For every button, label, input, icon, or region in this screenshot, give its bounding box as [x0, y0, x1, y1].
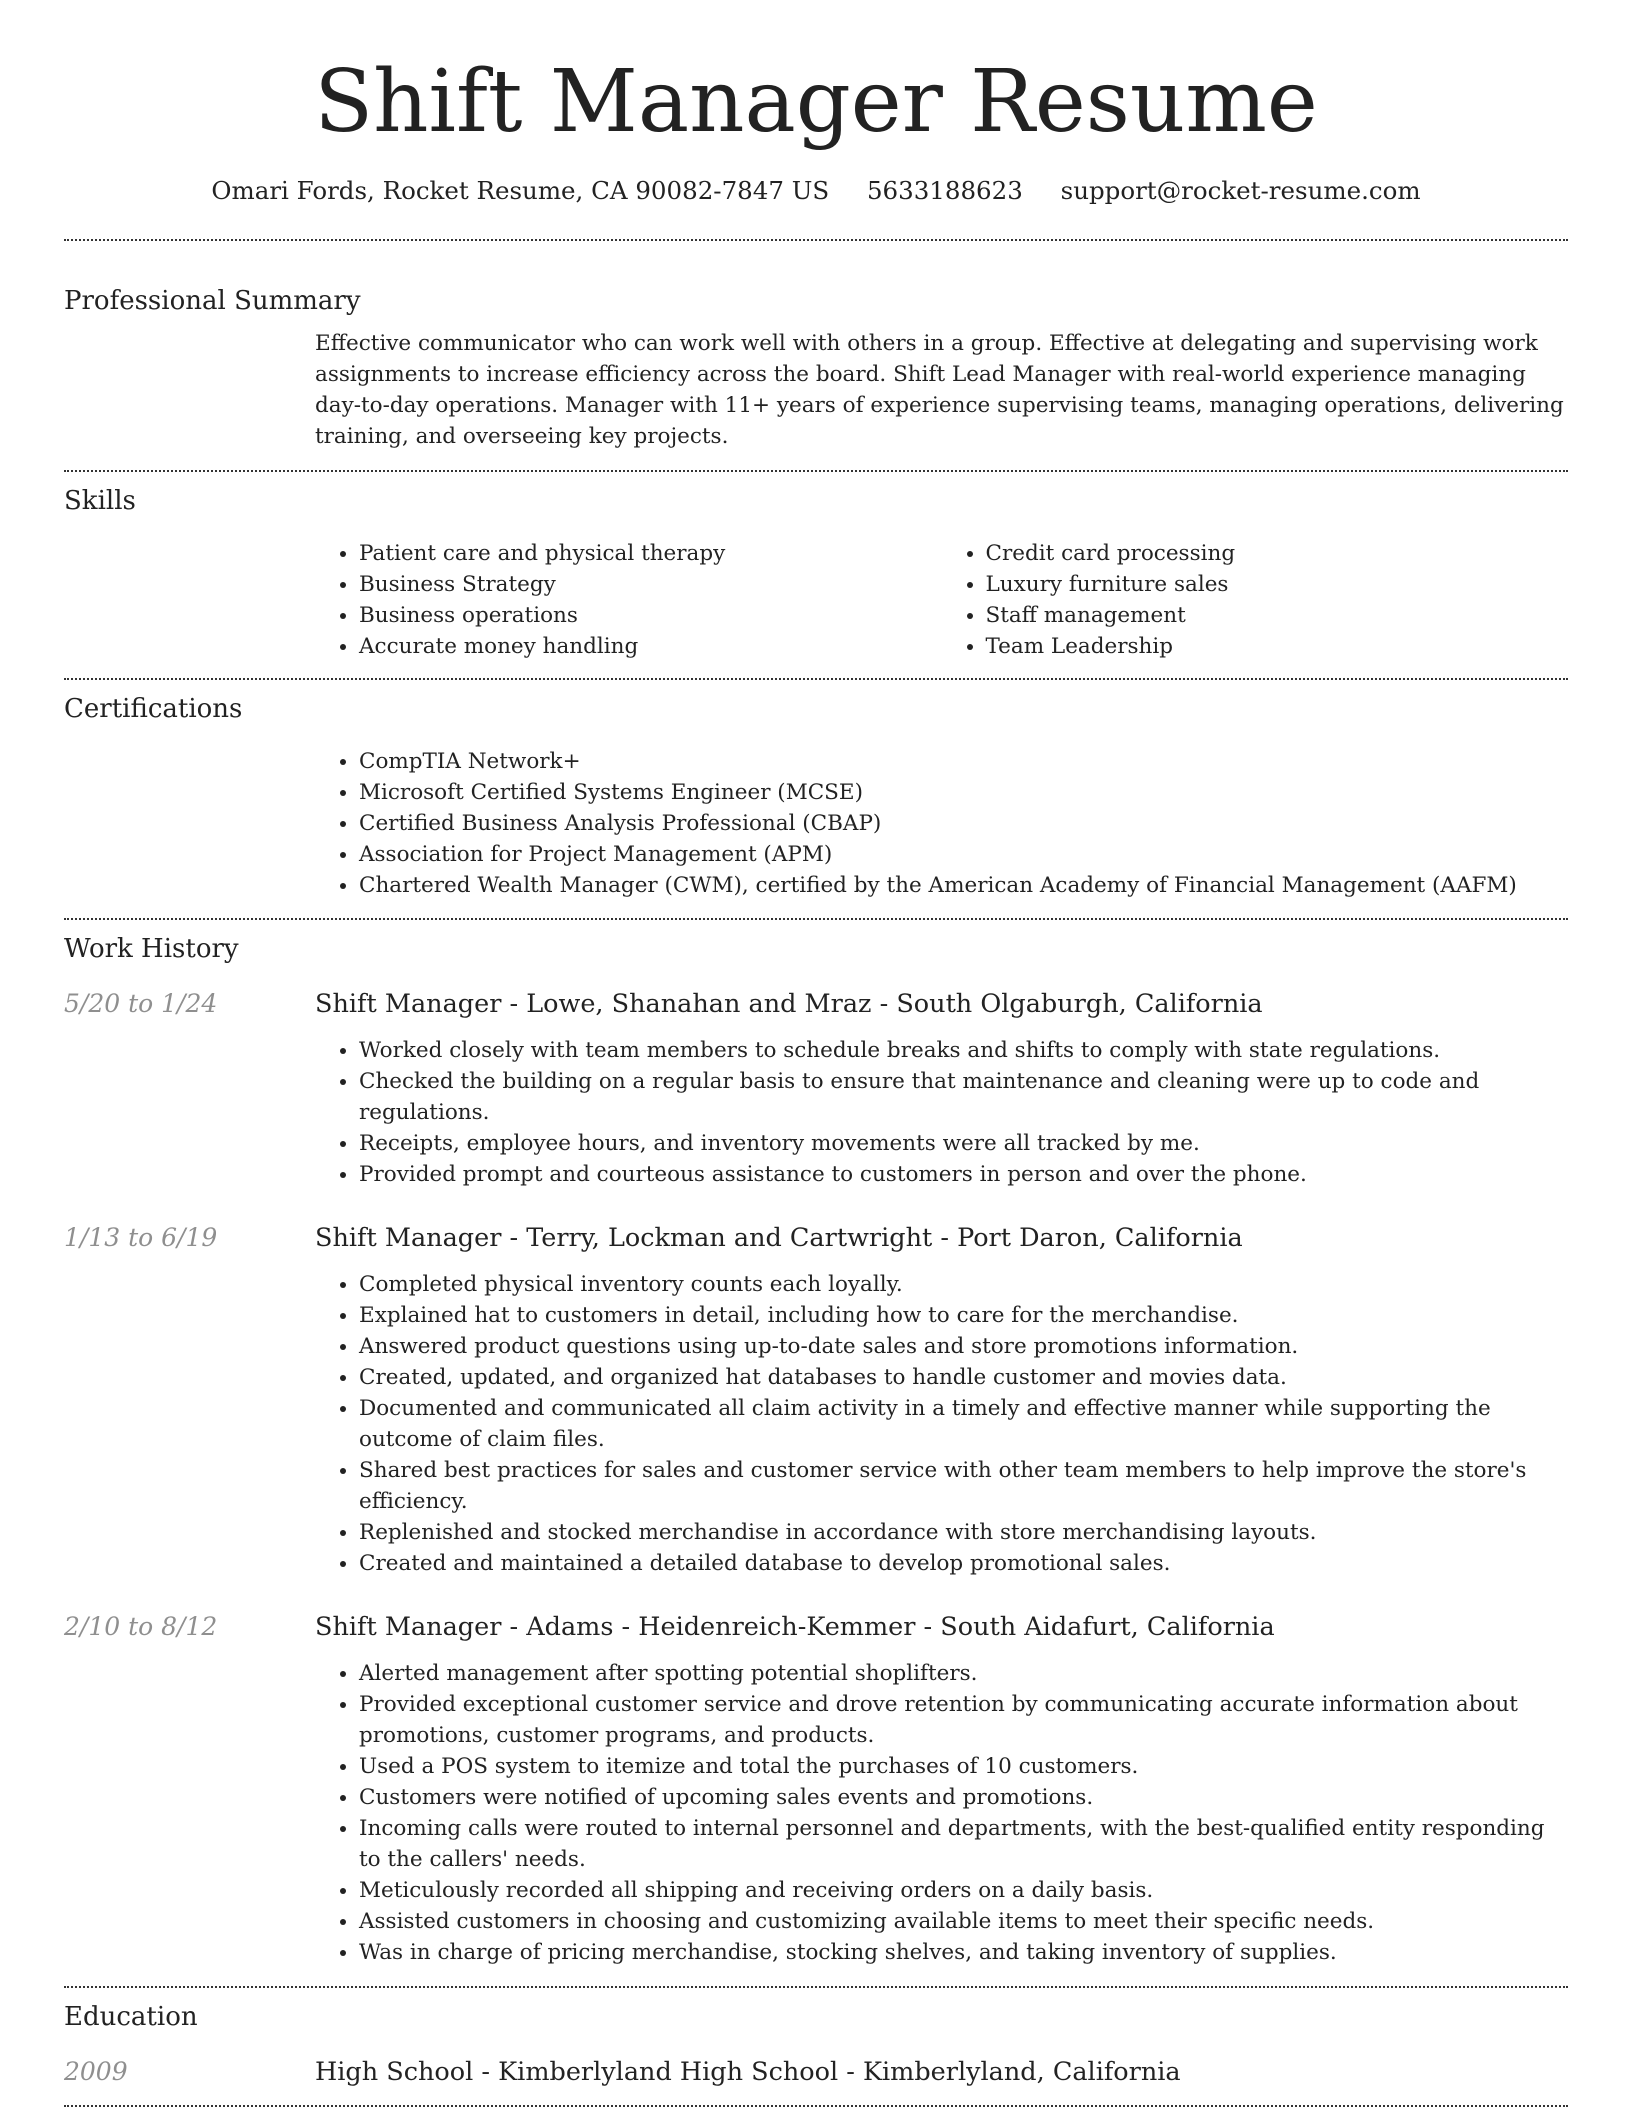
- job-title: Shift Manager - Adams - Heidenreich-Kemmer - South Aidafurt, California: [315, 1612, 1275, 1642]
- skills-list-right: [942, 538, 1569, 662]
- section-skills: [0, 472, 1632, 662]
- skill-item: • Accurate money handling: [359, 631, 942, 662]
- section-heading: Professional Summary: [64, 286, 361, 316]
- certification-item: • CompTIA Network+: [359, 746, 1568, 777]
- job-bullet: • Receipts, employee hours, and inventory movements were all tracked by me.: [359, 1128, 1568, 1159]
- page-title: Shift Manager Resume: [314, 52, 1318, 152]
- section-heading: Certifications: [64, 694, 243, 724]
- summary-text: Effective communicator who can work well with others in a group. Effective at delegating and supervising work assignments to increase efficiency across the board. Shift Lead Manager with real-world experience managing day-to-day operations. Manager with 11+ years of experience supervising teams, managing operations, delivering training, and overseeing key projects.: [315, 331, 1564, 449]
- job-bullet: • Checked the building on a regular basis to ensure that maintenance and cleaning were up to code and regulations.: [359, 1066, 1568, 1128]
- job-bullet: • Was in charge of pricing merchandise, stocking shelves, and taking inventory of supplies.: [359, 1937, 1568, 1968]
- contact-phone: 5633188623: [866, 176, 1023, 205]
- job-date: 1/13 to 6/19: [64, 1223, 218, 1252]
- job-bullet: • Created and maintained a detailed database to develop promotional sales.: [359, 1548, 1568, 1579]
- skill-item: • Credit card processing: [986, 538, 1569, 569]
- skills-columns: [315, 538, 1568, 662]
- skill-item: • Business Strategy: [359, 569, 942, 600]
- skills-list-left: [315, 538, 942, 662]
- job-bullets: [315, 1035, 1568, 1190]
- job-bullet-list: [315, 1269, 1568, 1579]
- job-bullet: • Provided exceptional customer service and drove retention by communicating accurate information about promotions, customer programs, and products.: [359, 1689, 1568, 1751]
- section-education: [0, 1988, 1632, 2087]
- certification-item: • Microsoft Certified Systems Engineer (MCSE): [359, 777, 1568, 808]
- job-bullet: • Alerted management after spotting potential shoplifters.: [359, 1658, 1568, 1689]
- job-bullet: • Meticulously recorded all shipping and receiving orders on a daily basis.: [359, 1875, 1568, 1906]
- education-entry: [64, 2057, 1568, 2087]
- contact-line: [0, 176, 1632, 205]
- contact-address: Omari Fords, Rocket Resume, CA 90082-7847 US: [211, 176, 830, 205]
- certification-item: • Certified Business Analysis Professional (CBAP): [359, 808, 1568, 839]
- job-bullet: • Created, updated, and organized hat databases to handle customer and movies data.: [359, 1362, 1568, 1393]
- job-bullet: • Replenished and stocked merchandise in accordance with store merchandising layouts.: [359, 1517, 1568, 1548]
- summary-body: [315, 328, 1568, 452]
- skill-item: • Luxury furniture sales: [986, 569, 1569, 600]
- job-bullet: • Explained hat to customers in detail, including how to care for the merchandise.: [359, 1300, 1568, 1331]
- skill-item: • Patient care and physical therapy: [359, 538, 942, 569]
- skill-item: • Team Leadership: [986, 631, 1569, 662]
- education-date: 2009: [64, 2057, 128, 2086]
- job-bullet: • Assisted customers in choosing and customizing available items to meet their specific needs.: [359, 1906, 1568, 1937]
- certifications-body: [315, 746, 1568, 901]
- divider: [64, 2105, 1568, 2107]
- section-certifications: [0, 680, 1632, 901]
- skill-item: • Staff management: [986, 600, 1569, 631]
- education-title: High School - Kimberlyland High School - Kimberlyland, California: [315, 2057, 1181, 2087]
- job-date: 2/10 to 8/12: [64, 1612, 218, 1641]
- job-bullet: • Worked closely with team members to schedule breaks and shifts to comply with state regulations.: [359, 1035, 1568, 1066]
- job-bullet-list: [315, 1035, 1568, 1190]
- job-bullet: • Customers were notified of upcoming sales events and promotions.: [359, 1782, 1568, 1813]
- section-work-history: [0, 920, 1632, 1968]
- job-bullet: • Answered product questions using up-to-date sales and store promotions information.: [359, 1331, 1568, 1362]
- job-title: Shift Manager - Terry, Lockman and Cartwright - Port Daron, California: [315, 1223, 1243, 1253]
- job-bullet: • Incoming calls were routed to internal personnel and departments, with the best-qualified entity responding to the callers' needs.: [359, 1813, 1568, 1875]
- contact-email: support@rocket-resume.com: [1060, 176, 1421, 205]
- job-bullet-list: [315, 1658, 1568, 1968]
- job-bullet: • Completed physical inventory counts each loyally.: [359, 1269, 1568, 1300]
- job-bullets: [315, 1269, 1568, 1579]
- skill-item: • Business operations: [359, 600, 942, 631]
- job-bullet: • Documented and communicated all claim activity in a timely and effective manner while supporting the outcome of claim files.: [359, 1393, 1568, 1455]
- job-entry: [64, 989, 1568, 1019]
- certification-item: • Chartered Wealth Manager (CWM), certified by the American Academy of Financial Management (AAFM): [359, 870, 1568, 901]
- job-bullet: • Shared best practices for sales and customer service with other team members to help improve the store's efficiency.: [359, 1455, 1568, 1517]
- job-bullet: • Provided prompt and courteous assistance to customers in person and over the phone.: [359, 1159, 1568, 1190]
- job-bullet: • Used a POS system to itemize and total the purchases of 10 customers.: [359, 1751, 1568, 1782]
- job-title: Shift Manager - Lowe, Shanahan and Mraz - South Olgaburgh, California: [315, 989, 1263, 1019]
- job-date: 5/20 to 1/24: [64, 989, 218, 1018]
- section-heading: Work History: [64, 934, 239, 964]
- section-summary: [0, 241, 1632, 452]
- certification-item: • Association for Project Management (APM): [359, 839, 1568, 870]
- certifications-list: [315, 746, 1568, 901]
- job-bullets: [315, 1658, 1568, 1968]
- section-heading: Education: [64, 2002, 198, 2032]
- job-entry: [64, 1223, 1568, 1253]
- job-entry: [64, 1612, 1568, 1642]
- section-heading: Skills: [64, 486, 136, 516]
